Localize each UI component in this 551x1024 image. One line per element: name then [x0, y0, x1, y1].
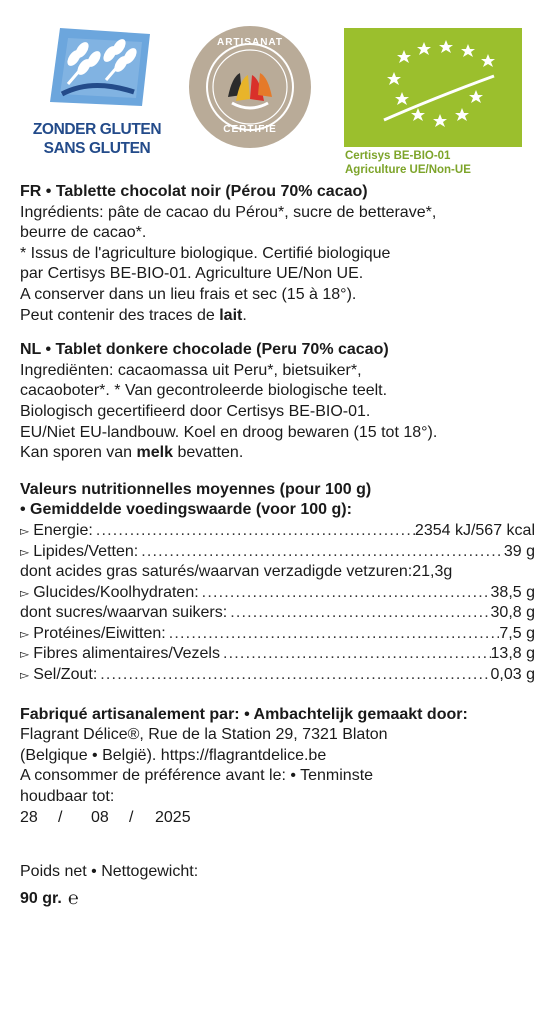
nutrition-row-saturates: dont acides gras saturés/waarvan verzadigde vetzuren: 21,3g: [20, 562, 535, 583]
triangle-bullet-icon: ▻: [20, 647, 30, 662]
saturates-value: 21,3g: [412, 563, 453, 581]
nutrition-row-protein: ▻ Protéines/Eiwitten: ..... 7,5 g: [20, 624, 535, 645]
triangle-bullet-icon: ▻: [20, 523, 30, 538]
certifie-label: CERTIFIÉ: [223, 124, 277, 135]
best-before-date: 28 / 08 / 2025: [20, 808, 535, 829]
nutrition-title-nl: • Gemiddelde voedingswaarde (voor 100 g):: [20, 501, 352, 519]
french-ingredients-line-1: Ingrédients: pâte de cacao du Pérou*, sucre de betterave*,: [20, 203, 437, 221]
triangle-bullet-icon: ▻: [20, 585, 30, 600]
nutrition-row-fat: ▻ Lipides/Vetten: ..... 39 g: [20, 542, 535, 563]
french-organic-note-line-1: * Issus de l'agriculture biologique. Certifié biologique: [20, 244, 391, 262]
fibre-value: 13,8 g: [490, 645, 535, 663]
french-organic-note-line-2: par Certisys BE-BIO-01. Agriculture UE/Non UE.: [20, 265, 364, 283]
dutch-line-2: cacaoboter*. * Van gecontroleerde biologische teelt.: [20, 382, 388, 400]
gluten-free-text-fr: SANS GLUTEN: [43, 140, 151, 157]
agriculture-origin: Agriculture UE/Non-UE: [345, 164, 471, 176]
french-ingredients-line-2: beurre de cacao*.: [20, 224, 147, 242]
triangle-bullet-icon: ▻: [20, 668, 30, 683]
net-weight-label: Poids net • Nettogewicht:: [20, 863, 199, 881]
maker-address-1: Flagrant Délice®, Rue de la Station 29, 7321 Blaton: [20, 726, 388, 744]
dutch-allergen: Kan sporen van melk bevatten.: [20, 444, 244, 462]
artisanat-label: ARTISANAT: [216, 37, 284, 48]
eu-organic-logo: [344, 28, 522, 147]
french-section: [20, 182, 535, 326]
weight-section: [20, 862, 535, 909]
maker-section: [20, 705, 535, 829]
sugars-value: 30,8 g: [490, 604, 535, 622]
gluten-free-logo: [22, 20, 172, 170]
estimated-sign-icon: ℮: [67, 887, 79, 908]
artisanat-certifie-logo: [188, 25, 312, 149]
fat-value: 39 g: [503, 542, 535, 560]
triangle-bullet-icon: ▻: [20, 626, 30, 641]
date-day: 28: [20, 808, 38, 826]
nutrition-row-fibre: ▻ Fibres alimentaires/Vezels ..... 13,8 g: [20, 644, 535, 665]
french-title: FR • Tablette chocolat noir (Pérou 70% cacao): [20, 183, 368, 200]
triangle-bullet-icon: ▻: [20, 544, 30, 559]
best-before-line-1: A consommer de préférence avant le: • Tenminste: [20, 767, 374, 785]
dutch-line-3: Biologisch gecertifieerd door Certisys BE-BIO-01.: [20, 402, 371, 420]
french-allergen-word: lait: [219, 306, 243, 324]
eu-organic-leaf-icon: [344, 28, 522, 147]
date-year: 2025: [155, 808, 191, 826]
french-allergen: Peut contenir des traces de lait.: [20, 306, 247, 324]
nutrition-row-salt: ▻ Sel/Zout: ..... 0,03 g: [20, 665, 535, 686]
protein-value: 7,5 g: [499, 624, 535, 642]
certification-logos: [0, 0, 551, 185]
net-weight-value: 90 gr.: [20, 889, 62, 907]
french-storage: A conserver dans un lieu frais et sec (15 à 18°).: [20, 285, 357, 303]
dutch-line-4: EU/Niet EU-landbouw. Koel en droog bewaren (15 tot 18°).: [20, 423, 438, 441]
maker-title: Fabriqué artisanalement par: • Ambachtelijk gemaakt door:: [20, 705, 468, 723]
nutrition-row-sugars: dont sucres/waarvan suikers: ..... 30,8 g: [20, 603, 535, 624]
date-month: 08: [91, 808, 109, 826]
gluten-free-text-nl: ZONDER GLUTEN: [32, 121, 162, 138]
dutch-line-1: Ingrediënten: cacaomassa uit Peru*, bietsuiker*,: [20, 361, 362, 379]
nutrition-section: [20, 480, 535, 686]
net-weight: [20, 889, 535, 910]
dutch-allergen-word: melk: [136, 444, 173, 462]
maker-address-2: (Belgique • België). https://flagrantdelice.be: [20, 746, 327, 764]
best-before-line-2: houdbaar tot:: [20, 788, 115, 806]
salt-value: 0,03 g: [490, 666, 535, 684]
carbs-value: 38,5 g: [490, 583, 535, 601]
dutch-title: NL • Tablet donkere chocolade (Peru 70% cacao): [20, 341, 389, 359]
nutrition-row-carbs: ▻ Glucides/Koolhydraten: ..... 38,5 g: [20, 583, 535, 604]
label-text: [20, 182, 535, 909]
certisys-code: Certisys BE-BIO-01: [345, 150, 451, 162]
nutrition-title-fr: Valeurs nutritionnelles moyennes (pour 100 g): [20, 480, 372, 498]
nutrition-row-energy: ▻ Energie: ..... 2354 kJ/567 kcal: [20, 521, 535, 542]
energy-value: 2354 kJ/567 kcal: [414, 521, 535, 539]
dutch-section: [20, 340, 535, 464]
